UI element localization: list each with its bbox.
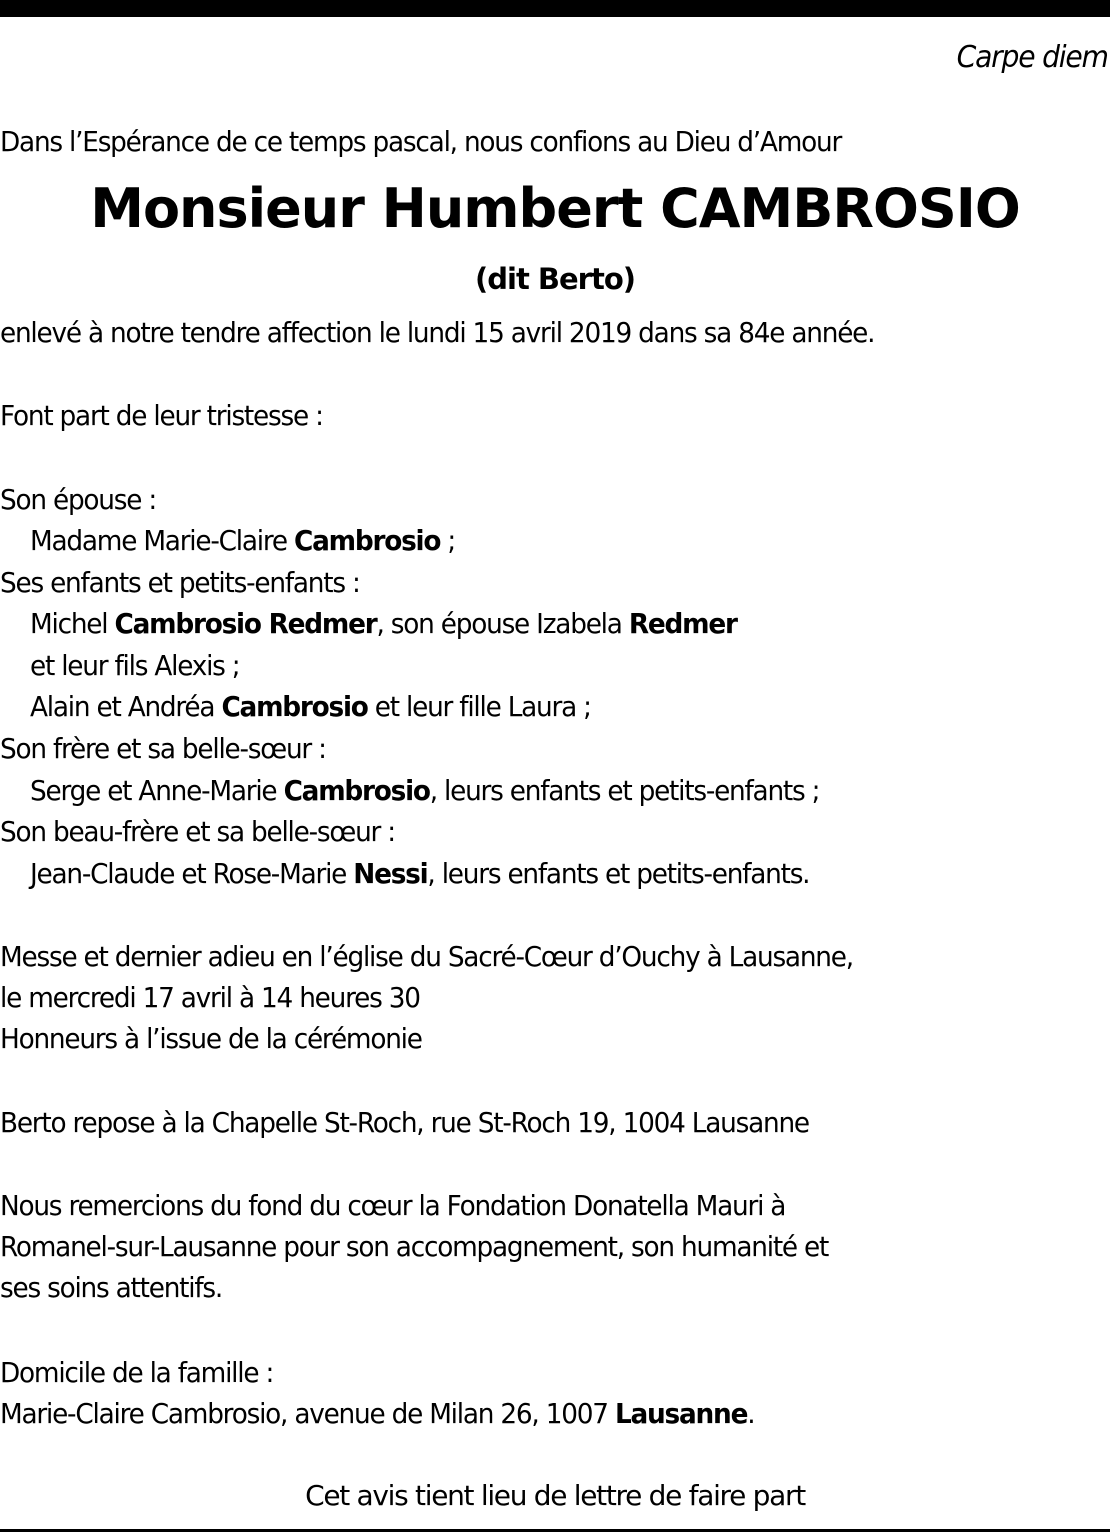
sibling-label: Son frère et sa belle-sœur : <box>0 732 326 765</box>
inlaw-surname: Nessi <box>353 857 428 890</box>
children-label: Ses enfants et petits-enfants : <box>0 566 360 599</box>
bottom-border-rule <box>0 1529 1110 1532</box>
motto: Carpe diem <box>956 40 1108 75</box>
child1-continuation: et leur fils Alexis ; <box>30 649 240 682</box>
ceremony-line-3: Honneurs à l’issue de la cérémonie <box>0 1022 422 1055</box>
deceased-name: Monsieur Humbert CAMBROSIO <box>90 177 1020 240</box>
intro-line: Dans l’Espérance de ce temps pascal, nous confions au Dieu d’Amour <box>0 125 842 158</box>
inlaw-entry: Jean-Claude et Rose-Marie Nessi, leurs enfants et petits-enfants. <box>30 857 810 890</box>
child1-surname: Cambrosio Redmer <box>114 607 377 640</box>
top-border-rule <box>0 0 1110 17</box>
sibling-entry: Serge et Anne-Marie Cambrosio, leurs enfants et petits-enfants ; <box>30 774 820 807</box>
rest-location: Berto repose à la Chapelle St-Roch, rue St-Roch 19, 1004 Lausanne <box>0 1106 809 1139</box>
thanks-line-1: Nous remercions du fond du cœur la Fondation Donatella Mauri à <box>0 1189 786 1222</box>
child2-entry: Alain et Andréa Cambrosio et leur fille Laura ; <box>30 690 591 723</box>
domicile-city: Lausanne <box>614 1397 748 1430</box>
child2-surname: Cambrosio <box>221 690 368 723</box>
death-notice: enlevé à notre tendre affection le lundi 15 avril 2019 dans sa 84e année. <box>0 316 875 349</box>
domicile-label: Domicile de la famille : <box>0 1356 274 1389</box>
thanks-line-3: ses soins attentifs. <box>0 1271 223 1304</box>
ceremony-line-2: le mercredi 17 avril à 14 heures 30 <box>0 981 420 1014</box>
spouse-entry: Madame Marie-Claire Cambrosio ; <box>30 524 456 557</box>
spouse-label: Son épouse : <box>0 483 157 516</box>
child1-spouse-surname: Redmer <box>628 607 737 640</box>
nickname: (dit Berto) <box>474 262 636 296</box>
inlaw-label: Son beau-frère et sa belle-sœur : <box>0 815 395 848</box>
thanks-line-2: Romanel-sur-Lausanne pour son accompagnement, son humanité et <box>0 1230 829 1263</box>
announcement-line: Font part de leur tristesse : <box>0 399 323 432</box>
spouse-surname: Cambrosio <box>294 524 441 557</box>
ceremony-line-1: Messe et dernier adieu en l’église du Sacré-Cœur d’Ouchy à Lausanne, <box>0 940 853 973</box>
sibling-surname: Cambrosio <box>283 774 430 807</box>
domicile-address: Marie-Claire Cambrosio, avenue de Milan 26, 1007 Lausanne. <box>0 1397 755 1430</box>
footer-note: Cet avis tient lieu de lettre de faire part <box>305 1479 805 1512</box>
child1-entry: Michel Cambrosio Redmer, son épouse Izabela Redmer <box>30 607 737 640</box>
